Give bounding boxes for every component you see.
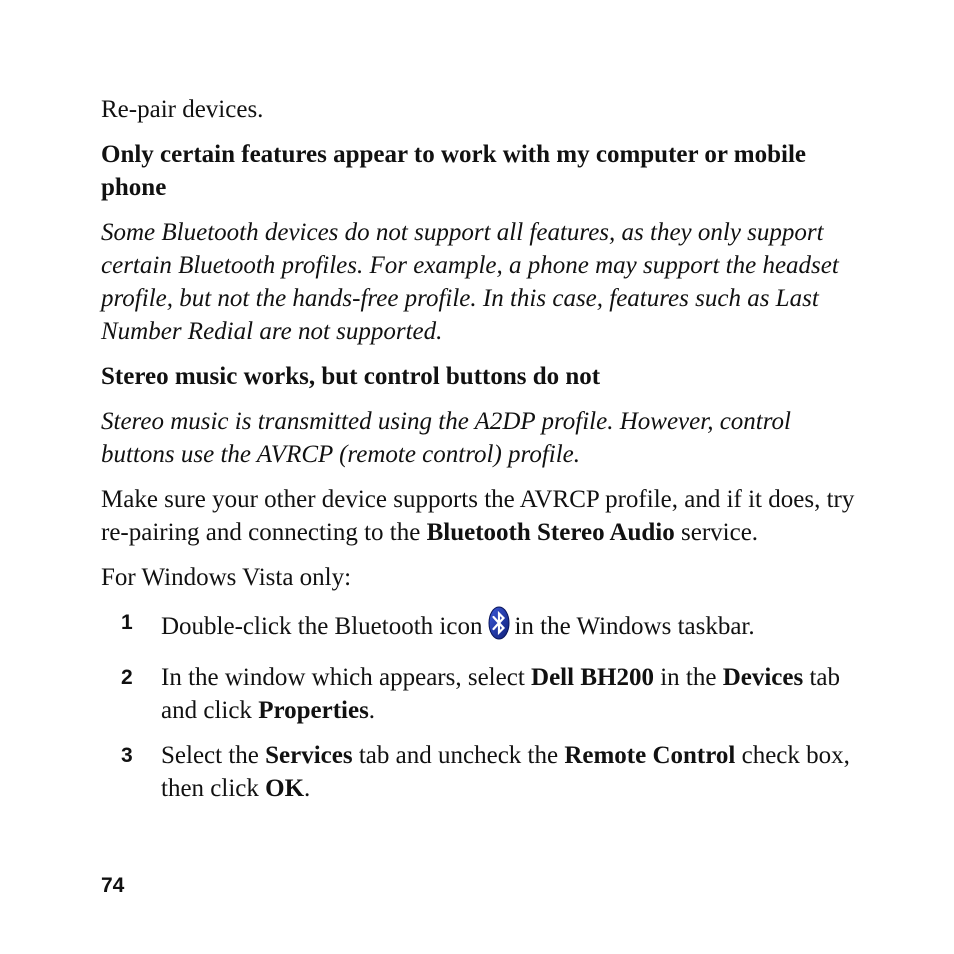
step-2-text-2: in the [653, 664, 723, 691]
devices-tab-label: Devices [722, 664, 804, 691]
issue-heading-features: Only certain features appear to work with my computer or mobile phone [101, 141, 807, 201]
intro-text: Re-pair devices. [101, 96, 264, 123]
step-2 [101, 661, 861, 727]
step-1 [101, 606, 861, 649]
step-3-text-1: Select the [161, 742, 266, 769]
step-1-text-post: in the Windows taskbar. [514, 613, 755, 640]
remote-control-label: Remote Control [564, 742, 736, 769]
bluetooth-stereo-audio-label: Bluetooth Stereo Audio [426, 519, 675, 546]
step-2-text-1: In the window which appears, select [161, 664, 532, 691]
vista-steps-list [101, 606, 861, 805]
step-1-text-pre: Double-click the Bluetooth icon [161, 613, 483, 640]
step-3-text-3: check box, then click [161, 742, 850, 802]
step-3-text-2: tab and uncheck the [352, 742, 565, 769]
bluetooth-icon [488, 606, 510, 649]
ok-label: OK [265, 775, 305, 802]
step-number: 3 [121, 744, 133, 767]
instruction-text-post: service. [674, 519, 759, 546]
step-number: 2 [121, 666, 133, 689]
page-content [101, 93, 861, 817]
vista-label: For Windows Vista only: [101, 564, 352, 591]
page-number: 74 [101, 874, 125, 897]
step-3 [101, 739, 861, 805]
services-tab-label: Services [265, 742, 353, 769]
step-number: 1 [121, 611, 133, 634]
issue-answer-stereo: Stereo music is transmitted using the A2DP profile. However, control buttons use the AVRCP (remote control) profile. [101, 408, 791, 468]
properties-label: Properties [258, 697, 369, 724]
step-2-text-3: tab and click [161, 664, 841, 724]
issue-answer-features: Some Bluetooth devices do not support all features, as they only support certain Bluetooth profiles. For example, a phone may support the headset profile, but not the hands-free profile. In this case, features such as Last Number Redial are not supported. [101, 219, 839, 345]
step-3-text-4: . [304, 775, 311, 802]
instruction-text-pre: Make sure your other device supports the AVRCP profile, and if it does, try re-pairing and connecting to the [101, 486, 855, 546]
step-2-text-4: . [368, 697, 376, 724]
issue-heading-stereo: Stereo music works, but control buttons do not [101, 363, 601, 390]
avrcp-instruction [101, 483, 861, 549]
dell-bh200-label: Dell BH200 [531, 664, 654, 691]
